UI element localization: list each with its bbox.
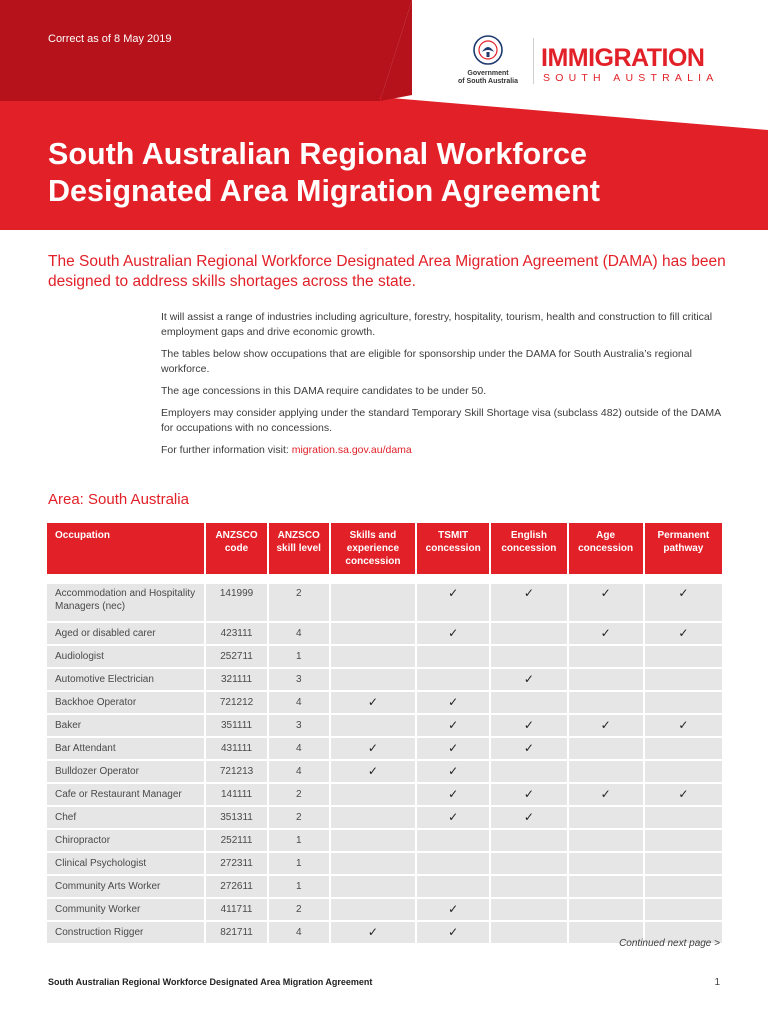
cell-english-concession: [490, 645, 567, 668]
table-header-row: [47, 523, 722, 574]
cell-age-concession: ✓: [568, 714, 644, 737]
cell-skill-level: 2: [268, 806, 330, 829]
cell-anzsco-code: 272311: [205, 852, 267, 875]
header-age-concession: Age concession: [568, 523, 644, 574]
cell-anzsco-code: 351111: [205, 714, 267, 737]
cell-age-concession: [568, 760, 644, 783]
cell-tsmit-concession: [416, 668, 490, 691]
cell-age-concession: [568, 898, 644, 921]
cell-english-concession: [490, 852, 567, 875]
table-row: [47, 760, 722, 783]
cell-occupation: Cafe or Restaurant Manager: [47, 783, 205, 806]
cell-permanent-pathway: [644, 691, 722, 714]
cell-anzsco-code: 721212: [205, 691, 267, 714]
logo-divider: [533, 38, 534, 84]
government-logo-text: [450, 70, 526, 86]
cell-skill-level: 1: [268, 875, 330, 898]
table-row: [47, 714, 722, 737]
table-row: [47, 806, 722, 829]
logo-block: [450, 34, 750, 94]
cell-permanent-pathway: [644, 829, 722, 852]
cell-permanent-pathway: [644, 852, 722, 875]
page-title: [48, 136, 738, 210]
cell-permanent-pathway: [644, 760, 722, 783]
cell-english-concession: [490, 875, 567, 898]
cell-english-concession: [490, 760, 567, 783]
gov-logo-line1: Government: [467, 70, 509, 77]
table-row: [47, 737, 722, 760]
cell-anzsco-code: 272611: [205, 875, 267, 898]
cell-occupation: Clinical Psychologist: [47, 852, 205, 875]
cell-skill-level: 1: [268, 852, 330, 875]
cell-tsmit-concession: ✓: [416, 921, 490, 943]
footer-title: South Australian Regional Workforce Designated Area Migration Agreement: [48, 977, 373, 987]
cell-occupation: Community Arts Worker: [47, 875, 205, 898]
cell-english-concession: ✓: [490, 783, 567, 806]
dama-link[interactable]: migration.sa.gov.au/dama: [291, 444, 412, 456]
cell-skill-level: 2: [268, 783, 330, 806]
cell-skill-level: 1: [268, 645, 330, 668]
cell-occupation: Automotive Electrician: [47, 668, 205, 691]
cell-skill-level: 1: [268, 829, 330, 852]
cell-skills-concession: ✓: [330, 921, 416, 943]
cell-permanent-pathway: ✓: [644, 622, 722, 645]
cell-tsmit-concession: ✓: [416, 737, 490, 760]
body-paragraph-3: The age concessions in this DAMA require candidates to be under 50.: [161, 385, 487, 397]
cell-occupation: Aged or disabled carer: [47, 622, 205, 645]
body-paragraph-1: It will assist a range of industries including agriculture, forestry, hospitality, tourism, health and construction to fill critical employment gaps and drive economic growth.: [161, 311, 713, 338]
table-row: [47, 783, 722, 806]
cell-occupation: Baker: [47, 714, 205, 737]
cell-anzsco-code: 321111: [205, 668, 267, 691]
page-number: 1: [714, 977, 720, 988]
occupation-table: [47, 523, 722, 943]
cell-permanent-pathway: ✓: [644, 783, 722, 806]
cell-skill-level: 4: [268, 622, 330, 645]
intro-paragraph: The South Australian Regional Workforce Designated Area Migration Agreement (DAMA) has been designed to address skills shortages across the state.: [48, 253, 726, 290]
info-prefix: For further information visit:: [161, 444, 292, 456]
gov-logo-line2: of South Australia: [457, 78, 519, 85]
cell-skills-concession: [330, 875, 416, 898]
body-text: [161, 310, 721, 465]
table-row: [47, 852, 722, 875]
cell-anzsco-code: 141111: [205, 783, 267, 806]
cell-english-concession: ✓: [490, 806, 567, 829]
cell-anzsco-code: 351311: [205, 806, 267, 829]
cell-age-concession: [568, 875, 644, 898]
header-english-concession: English concession: [490, 523, 567, 574]
cell-age-concession: ✓: [568, 622, 644, 645]
header-occupation: Occupation: [47, 523, 205, 574]
cell-tsmit-concession: ✓: [416, 714, 490, 737]
body-paragraph-5: [161, 443, 721, 458]
cell-skill-level: 4: [268, 921, 330, 943]
cell-tsmit-concession: [416, 875, 490, 898]
cell-occupation: Accommodation and Hospitality Managers (nec): [47, 583, 205, 622]
cell-english-concession: ✓: [490, 583, 567, 622]
cell-skill-level: 4: [268, 691, 330, 714]
body-paragraph-4: Employers may consider applying under the standard Temporary Skill Shortage visa (subclass 482) outside of the DAMA for occupations with no concessions.: [161, 407, 721, 434]
cell-anzsco-code: 431111: [205, 737, 267, 760]
cell-tsmit-concession: ✓: [416, 760, 490, 783]
table-row: [47, 583, 722, 622]
cell-skills-concession: [330, 714, 416, 737]
cell-skills-concession: [330, 806, 416, 829]
cell-anzsco-code: 252111: [205, 829, 267, 852]
table-row: [47, 668, 722, 691]
title-line-2: Designated Area Migration Agreement: [48, 174, 600, 208]
cell-english-concession: ✓: [490, 737, 567, 760]
cell-occupation: Audiologist: [47, 645, 205, 668]
cell-age-concession: [568, 668, 644, 691]
cell-skills-concession: [330, 783, 416, 806]
cell-occupation: Chef: [47, 806, 205, 829]
cell-age-concession: ✓: [568, 583, 644, 622]
cell-skills-concession: ✓: [330, 760, 416, 783]
cell-skill-level: 4: [268, 760, 330, 783]
cell-age-concession: [568, 852, 644, 875]
header-anzsco-code: ANZSCO code: [205, 523, 267, 574]
cell-skills-concession: [330, 898, 416, 921]
cell-age-concession: [568, 645, 644, 668]
cell-tsmit-concession: [416, 645, 490, 668]
cell-tsmit-concession: [416, 829, 490, 852]
body-paragraph-2: The tables below show occupations that are eligible for sponsorship under the DAMA for South Australia’s regional workforce.: [161, 348, 692, 375]
cell-english-concession: [490, 921, 567, 943]
cell-occupation: Bulldozer Operator: [47, 760, 205, 783]
table-spacer: [47, 574, 722, 583]
cell-occupation: Bar Attendant: [47, 737, 205, 760]
table-row: [47, 645, 722, 668]
cell-age-concession: [568, 691, 644, 714]
cell-anzsco-code: 141999: [205, 583, 267, 622]
cell-occupation: Construction Rigger: [47, 921, 205, 943]
cell-skills-concession: ✓: [330, 737, 416, 760]
header-skills-concession: Skills and experience concession: [330, 523, 416, 574]
header-anzsco-skill-level: ANZSCO skill level: [268, 523, 330, 574]
cell-tsmit-concession: ✓: [416, 691, 490, 714]
cell-skills-concession: [330, 829, 416, 852]
cell-anzsco-code: 721213: [205, 760, 267, 783]
cell-tsmit-concession: [416, 852, 490, 875]
header-tsmit-concession: TSMIT concession: [416, 523, 490, 574]
header-permanent-pathway: Permanent pathway: [644, 523, 722, 574]
cell-permanent-pathway: ✓: [644, 583, 722, 622]
cell-english-concession: ✓: [490, 714, 567, 737]
cell-skills-concession: ✓: [330, 691, 416, 714]
correct-as-of-date: Correct as of 8 May 2019: [48, 33, 172, 45]
table-row: [47, 691, 722, 714]
cell-skill-level: 2: [268, 583, 330, 622]
brand-subtitle: SOUTH AUSTRALIA: [543, 72, 719, 84]
table-row: [47, 875, 722, 898]
continued-next-page: Continued next page >: [619, 938, 720, 949]
cell-skill-level: 3: [268, 668, 330, 691]
cell-permanent-pathway: [644, 668, 722, 691]
cell-tsmit-concession: ✓: [416, 898, 490, 921]
cell-age-concession: [568, 806, 644, 829]
cell-anzsco-code: 423111: [205, 622, 267, 645]
cell-english-concession: ✓: [490, 668, 567, 691]
cell-age-concession: [568, 737, 644, 760]
table-row: [47, 622, 722, 645]
cell-english-concession: [490, 829, 567, 852]
cell-skill-level: 4: [268, 737, 330, 760]
cell-skills-concession: [330, 668, 416, 691]
table-row: [47, 829, 722, 852]
table-body: [47, 574, 722, 943]
cell-english-concession: [490, 622, 567, 645]
cell-skills-concession: [330, 852, 416, 875]
cell-permanent-pathway: [644, 898, 722, 921]
cell-occupation: Community Worker: [47, 898, 205, 921]
cell-age-concession: ✓: [568, 783, 644, 806]
cell-tsmit-concession: ✓: [416, 806, 490, 829]
cell-permanent-pathway: [644, 737, 722, 760]
cell-permanent-pathway: [644, 875, 722, 898]
cell-tsmit-concession: ✓: [416, 622, 490, 645]
cell-skill-level: 2: [268, 898, 330, 921]
brand-wordmark: IMMIGRATION: [541, 44, 705, 72]
cell-permanent-pathway: [644, 645, 722, 668]
cell-anzsco-code: 821711: [205, 921, 267, 943]
cell-tsmit-concession: ✓: [416, 583, 490, 622]
cell-permanent-pathway: ✓: [644, 714, 722, 737]
cell-anzsco-code: 252711: [205, 645, 267, 668]
area-heading: Area: South Australia: [48, 491, 189, 508]
cell-permanent-pathway: [644, 806, 722, 829]
cell-tsmit-concession: ✓: [416, 783, 490, 806]
cell-english-concession: [490, 898, 567, 921]
cell-occupation: Chiropractor: [47, 829, 205, 852]
title-line-1: South Australian Regional Workforce: [48, 137, 587, 171]
government-crest-icon: [470, 34, 506, 70]
cell-occupation: Backhoe Operator: [47, 691, 205, 714]
cell-skills-concession: [330, 622, 416, 645]
cell-skill-level: 3: [268, 714, 330, 737]
cell-skills-concession: [330, 645, 416, 668]
cell-age-concession: [568, 829, 644, 852]
table-row: [47, 898, 722, 921]
cell-english-concession: [490, 691, 567, 714]
cell-skills-concession: [330, 583, 416, 622]
cell-anzsco-code: 411711: [205, 898, 267, 921]
